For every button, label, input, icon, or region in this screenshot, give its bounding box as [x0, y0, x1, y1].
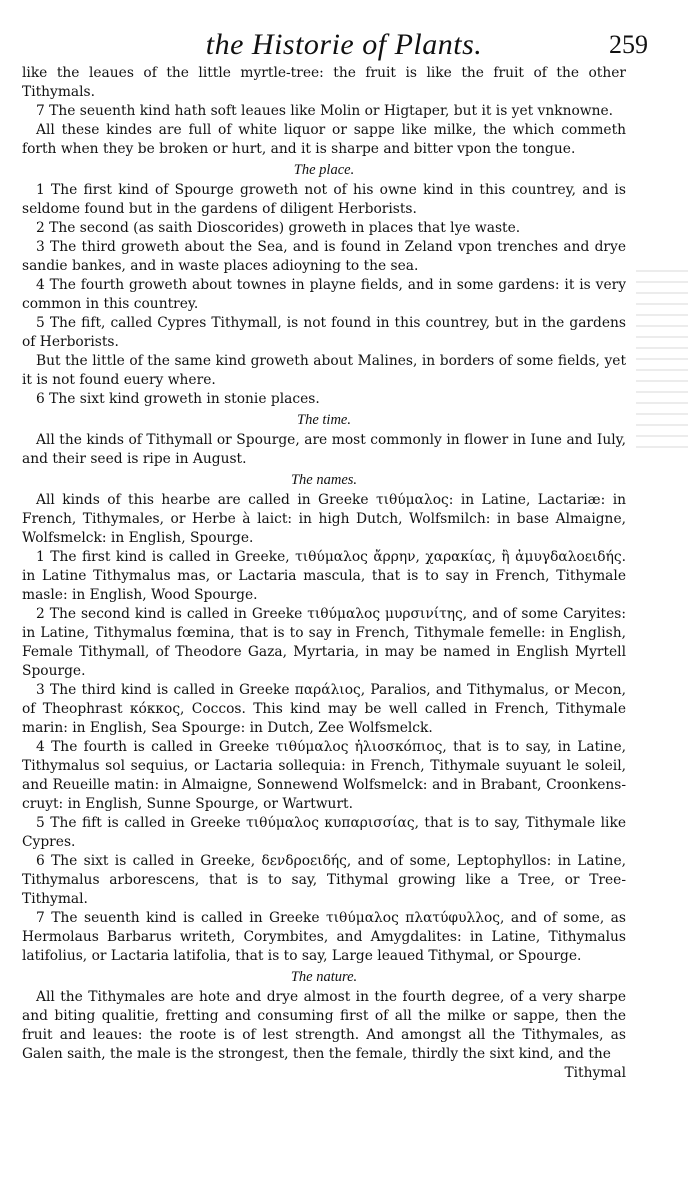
place-1: 1 The first kind of Spourge groweth not of his owne kind in this countrey, and is seldome found but in the gardens of diligent Herborists.	[22, 182, 626, 217]
names-1: 1 The first kind is called in Greeke, τιθύμαλος ἄρρην, χαρακίας, ἢ ἀμυγδαλοειδής. in Latine Tithymalus mas, or Lactaria mascula, that is to say in French, Tithymale masle: in English, Wood Spourge.	[22, 549, 626, 603]
page-body	[22, 64, 626, 1083]
para-white-liquor: All these kindes are full of white liquor or sappe like milke, the which commeth forth when they be broken or hurt, and it is sharpe and bitter vpon the tongue.	[22, 122, 626, 157]
heading-the-time: The time.	[297, 412, 351, 428]
names-5: 5 The fift is called in Greeke τιθύμαλος κυπαρισσίας, that is to say, Tithymale like Cypres.	[22, 815, 626, 850]
names-3: 3 The third kind is called in Greeke παράλιος, Paralios, and Tithymalus, or Mecon, of Theophrast κόκκος, Coccos. This kind may be well called in French, Tithymale marin: in English, Sea Spourge: in Dutch, Zee Wolfsmelck.	[22, 682, 626, 736]
page-number: 259	[609, 30, 648, 59]
place-3: 3 The third groweth about the Sea, and is found in Zeland vpon trenches and drye sandie bankes, and in waste places adioyning to the sea.	[22, 239, 626, 274]
para-time: All the kinds of Tithymall or Spourge, are most commonly in flower in Iune and Iuly, and their seed is ripe in August.	[22, 432, 626, 467]
heading-the-nature: The nature.	[290, 969, 358, 985]
names-4: 4 The fourth is called in Greeke τιθύμαλος ἡλιοσκόπιος, that is to say, in Latine, Tithymalus sol sequius, or Lactaria sollequia: in French, Tithymale suyuant le soleil, and Reueille matin: in Almaigne, Sonnewend Wolfsmelck: and in Brabant, Croonkens-cruyt: in English, Sunne Spourge, or Wartwurt.	[22, 739, 626, 812]
names-7: 7 The seuenth kind is called in Greeke τιθύμαλος πλατύφυλλος, and of some, as Hermolaus Barbarus writeth, Corymbites, and Amygdalites: in Latine, Tithymalus latifolius, or Lactaria latifolia, that is to say, Large leaued Tithymal, or Spourge.	[22, 910, 626, 964]
para-seventh-kind: 7 The seuenth kind hath soft leaues like Molin or Higtaper, but it is yet vnknowne.	[36, 103, 614, 119]
place-malines: But the little of the same kind groweth about Malines, in borders of some fields, yet it is not found euery where.	[22, 353, 626, 388]
running-title: the Historie of Plants.	[205, 28, 483, 61]
para-myrtle: like the leaues of the little myrtle-tree: the fruit is like the fruit of the other Tithymals.	[22, 65, 626, 100]
place-6: 6 The sixt kind groweth in stonie places.	[36, 391, 320, 407]
heading-the-place: The place.	[293, 162, 355, 178]
place-2: 2 The second (as saith Dioscorides) groweth in places that lye waste.	[36, 220, 521, 236]
show-through-marks	[636, 270, 688, 450]
place-5: 5 The fift, called Cypres Tithymall, is not found in this countrey, but in the gardens of Herborists.	[22, 315, 626, 350]
names-intro: All kinds of this hearbe are called in Greeke τιθύμαλος: in Latine, Lactariæ: in French, Tithymales, or Herbe à laict: in high Dutch, Wolfsmilch: in base Almaigne, Wolfsmelck: in English, Spourge.	[22, 492, 626, 546]
place-4: 4 The fourth groweth about townes in playne fields, and in some gardens: it is very common in this countrey.	[22, 277, 626, 312]
catchword: Tithymal	[564, 1065, 626, 1081]
para-nature: All the Tithymales are hote and drye almost in the fourth degree, of a very sharpe and biting qualitie, fretting and consuming first of all the milke or sappe, then the fruit and leaues: the roote is of lest strength. And amongst all the Tithymales, as Galen saith, the male is the strongest, then the female, thirdly the sixt kind, and the	[22, 989, 626, 1062]
heading-the-names: The names.	[290, 472, 358, 488]
names-2: 2 The second kind is called in Greeke τιθύμαλος μυρσινίτης, and of some Caryites: in Latine, Tithymalus fœmina, that is to say in French, Tithymale femelle: in English, Female Tithymall, of Theodore Gaza, Myrtaria, in may be named in English Myrtell Spourge.	[22, 606, 626, 679]
names-6: 6 The sixt is called in Greeke, δενδροειδής, and of some, Leptophyllos: in Latine, Tithymalus arborescens, that is to say, Tithymal growing like a Tree, or Tree-Tithymal.	[22, 853, 626, 907]
